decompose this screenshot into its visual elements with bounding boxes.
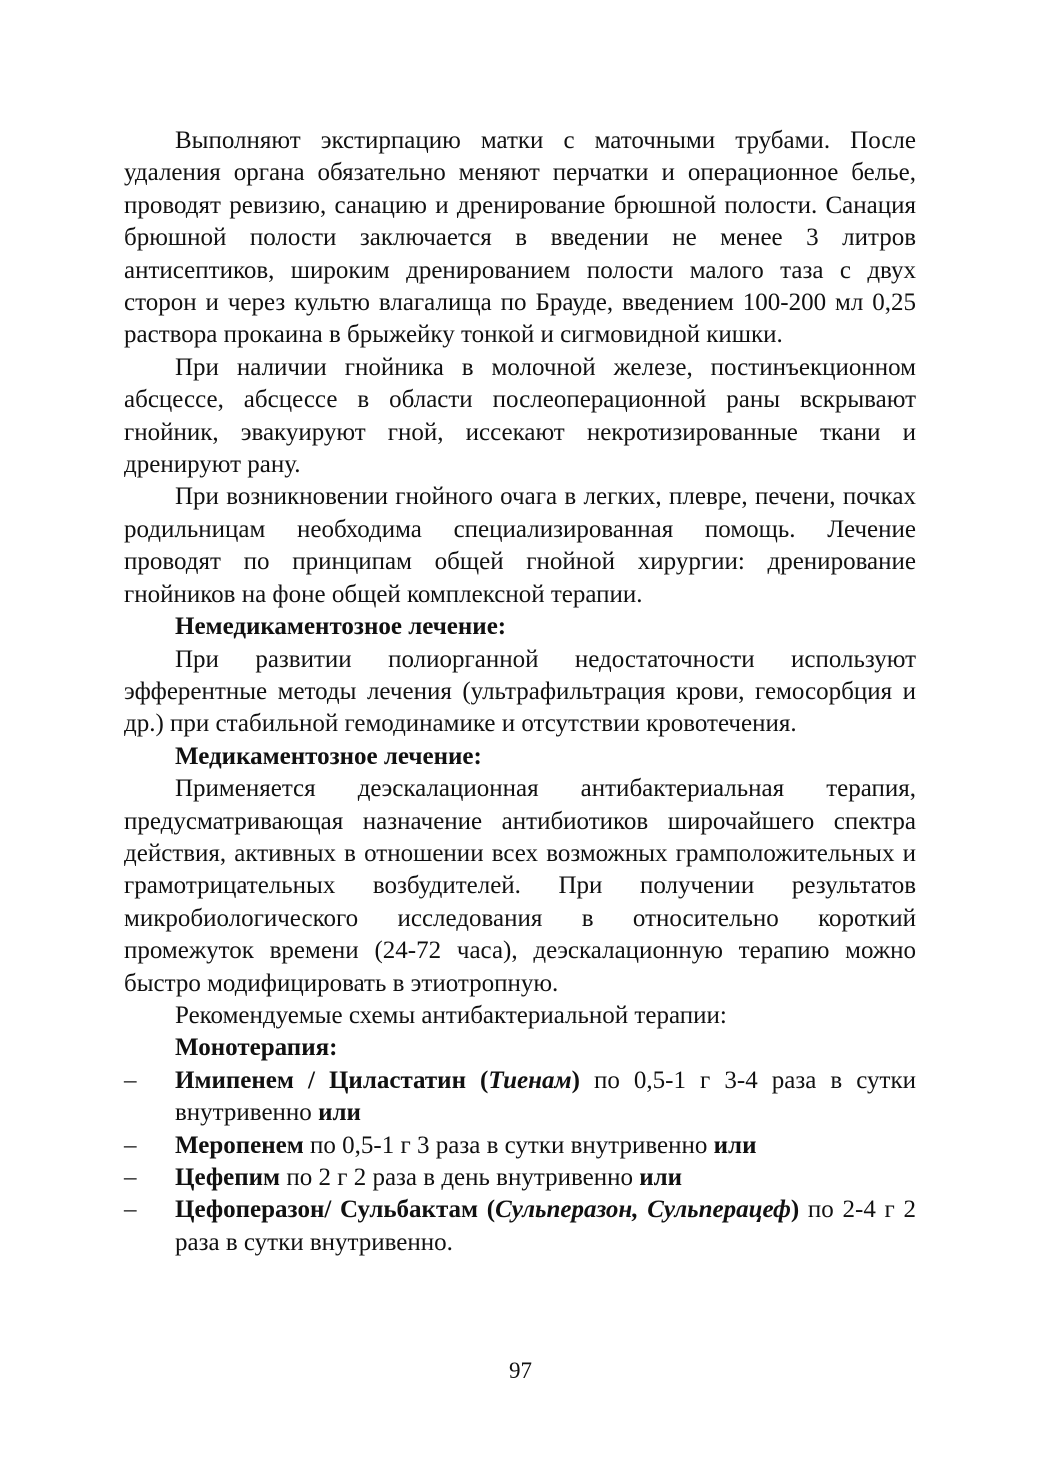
drug-name: Имипенем / Циластатин ( [175, 1066, 489, 1094]
list-item-cefepime [124, 1162, 916, 1194]
drug-name: Цефепим [175, 1164, 281, 1191]
heading-monotherapy: Монотерапия: [175, 1034, 338, 1062]
list-item-imipenem [124, 1065, 916, 1130]
bracket-close: ) [571, 1066, 580, 1094]
paragraph-efferent-methods: При развитии полиорганной недостаточности используют эфферентные методы лечения (ультрафильтрация крови, гемосорбция и др.) при стабильной гемодинамике и отсутствии кровотечения. [124, 645, 916, 738]
monotherapy-list [124, 1065, 916, 1259]
dose-text: по 0,5-1 г 3-4 раза в сутки внутривенно [175, 1066, 916, 1127]
brand-name: Сульперазон, Сульперацеф [495, 1196, 791, 1224]
drug-name: Меропенем [175, 1131, 304, 1159]
dash-bullet: – [124, 1131, 137, 1159]
paragraph-purulent-focus: При возникновении гнойного очага в легких, плевре, печени, почках родильницам необходима специализированная помощь. Лечение проводят по принципам общей гнойной хирургии: дренирование гнойников на фоне общей комплексной терапии. [124, 483, 916, 608]
bracket-close: ) [790, 1196, 800, 1224]
list-item-cefoperazone [124, 1194, 916, 1259]
or-word: или [713, 1131, 757, 1159]
page-number: 97 [509, 1358, 532, 1383]
or-word: или [318, 1099, 361, 1127]
dose-text: по 2 г 2 раза в день внутривенно [280, 1164, 640, 1191]
or-word: или [639, 1164, 683, 1191]
paragraph-recommended-schemes: Рекомендуемые схемы антибактериальной терапии: [175, 1001, 727, 1029]
page-body [124, 125, 916, 1259]
heading-drug-treatment: Медикаментозное лечение: [175, 742, 482, 770]
paragraph-abscess: При наличии гнойника в молочной железе, постинъекционном абсцессе, абсцессе в области послеоперационной раны вскрывают гнойник, эвакуируют гной, иссекают некротизированные ткани и дренируют рану. [124, 353, 916, 479]
paragraph-deescalation: Применяется деэскалационная антибактериальная терапия, предусматривающая назначение антибиотиков широчайшего спектра действия, активных в отношении всех возможных грамположительных и грамотрицательных возбудителей. При получении результатов микробиологического исследования в относительно короткий промежуток времени (24-72 часа), деэскалационную терапию можно быстро модифицировать в этиотропную. [124, 775, 916, 997]
dash-bullet: – [124, 1164, 137, 1191]
list-item-meropenem [124, 1130, 916, 1162]
heading-nondrug-treatment: Немедикаментозное лечение: [175, 613, 507, 641]
dose-text: по 2-4 г 2 раза в сутки внутривенно. [175, 1196, 916, 1256]
drug-name: Цефоперазон/ Сульбактам ( [175, 1196, 496, 1224]
paragraph-hysterectomy: Выполняют экстирпацию матки с маточными трубами. После удаления органа обязательно меняют перчатки и операционное белье, проводят ревизию, санацию и дренирование брюшной полости. Санация брюшной полости заключается в введении не менее 3 литров антисептиков, широким дренированием полости малого таза с двух сторон и через культю влагалища по Брауде, введением 100-200 мл 0,25 раствора прокаина в брыжейку тонкой и сигмовидной кишки. [124, 127, 916, 349]
brand-name: Тиенам [488, 1066, 572, 1094]
dash-bullet: – [124, 1066, 137, 1094]
dose-text: по 0,5-1 г 3 раза в сутки внутривенно [303, 1131, 714, 1159]
dash-bullet: – [124, 1196, 137, 1224]
